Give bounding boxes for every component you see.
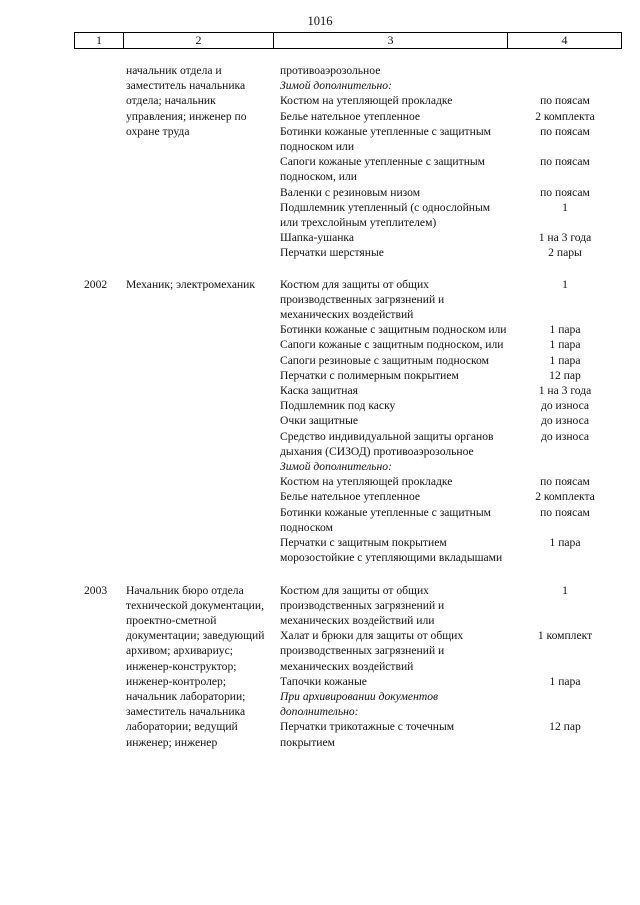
- issue-norm: 1 пара: [549, 338, 581, 352]
- equipment-name: Ботинки кожаные утепленные с защитным подноском: [280, 505, 491, 534]
- equipment-row: [280, 277, 620, 323]
- issue-norm: 1: [562, 200, 568, 214]
- page-number: 1016: [307, 14, 333, 28]
- equipment-name: Перчатки с полимерным покрытием: [280, 368, 459, 382]
- table-row-group: [0, 277, 640, 566]
- issue-norm: 1 комплект: [537, 629, 593, 643]
- issue-norm: 2 комплекта: [535, 490, 595, 504]
- section-heading-text: Зимой дополнительно:: [280, 460, 392, 474]
- equipment-row: [280, 474, 620, 489]
- equipment-row: [280, 398, 620, 413]
- equipment-name: Ботинки кожаные утепленные с защитным подноском или: [280, 124, 491, 154]
- equipment-row: [280, 154, 620, 184]
- issue-norm: 1 на 3 года: [538, 231, 592, 245]
- equipment-section-heading: [280, 78, 620, 93]
- issue-norm: по поясам: [540, 155, 590, 169]
- issue-norm: до износа: [540, 399, 590, 413]
- issue-norm: 12 пар: [549, 720, 581, 734]
- issue-norm: [510, 78, 620, 93]
- issue-norm: [510, 63, 620, 78]
- equipment-row: [280, 505, 620, 535]
- equipment-name: Белье нательное утепленное: [280, 109, 421, 123]
- column-number-3: 3: [274, 33, 508, 48]
- issue-norm: до износа: [540, 429, 590, 443]
- issue-norm: 2 комплекта: [535, 109, 595, 123]
- equipment-name: Халат и брюки для защиты от общих производственных загрязнений и механических воздействий: [280, 629, 464, 673]
- issue-norm: 1 пара: [549, 674, 581, 688]
- equipment-row: [280, 230, 620, 245]
- equipment-name: Подшлемник утепленный (с однослойным или трехслойным утеплителем): [280, 200, 491, 230]
- equipment-section-heading: [280, 689, 620, 719]
- equipment-row: [280, 200, 620, 230]
- equipment-name: Сапоги кожаные с защитным подноском, или: [280, 338, 504, 352]
- section-heading-text: Зимой дополнительно:: [280, 79, 392, 93]
- equipment-row: [280, 628, 620, 674]
- issue-norm: 1 пара: [549, 353, 581, 367]
- table-column-header: [74, 32, 622, 49]
- equipment-row: [280, 322, 620, 337]
- equipment-name: Белье нательное утепленное: [280, 490, 421, 504]
- issue-norm: по поясам: [540, 505, 590, 519]
- column-number-1: 1: [75, 33, 124, 48]
- equipment-name: Костюм на утепляющей прокладке: [280, 94, 453, 108]
- equipment-name: Перчатки шерстяные: [280, 246, 384, 260]
- equipment-list: [280, 583, 620, 750]
- equipment-name: Подшлемник под каску: [280, 399, 396, 413]
- equipment-name: Валенки с резиновым низом: [280, 185, 421, 199]
- equipment-row: [280, 429, 620, 459]
- equipment-row: [280, 337, 620, 352]
- table-row-group: [0, 583, 640, 750]
- table-row-group: [0, 63, 640, 261]
- issue-norm: 1 пара: [549, 536, 581, 550]
- equipment-row: [280, 535, 620, 565]
- equipment-row: [280, 674, 620, 689]
- equipment-name: Шапка-ушанка: [280, 231, 355, 245]
- equipment-row: [280, 93, 620, 108]
- equipment-name: Костюм для защиты от общих производственных загрязнений и механических воздействий или: [280, 583, 445, 627]
- equipment-row: [280, 124, 620, 154]
- issue-norm: по поясам: [540, 94, 590, 108]
- issue-norm: по поясам: [540, 185, 590, 199]
- equipment-row: [280, 245, 620, 260]
- occupation-code: 2003: [84, 583, 108, 597]
- equipment-row: [280, 353, 620, 368]
- issue-norm: 1: [562, 583, 568, 597]
- issue-norm: [510, 689, 620, 719]
- occupation-code: 2002: [84, 277, 108, 291]
- issue-norm: по поясам: [540, 475, 590, 489]
- equipment-name: Сапоги кожаные утепленные с защитным подноском, или: [280, 155, 486, 184]
- issue-norm: 12 пар: [549, 368, 581, 382]
- issue-norm: до износа: [540, 414, 590, 428]
- equipment-name: Перчатки трикотажные с точечным покрытием: [280, 720, 455, 749]
- equipment-row: [280, 109, 620, 124]
- section-heading-text: При архивировании документов дополнительно:: [280, 689, 439, 719]
- equipment-row: [280, 368, 620, 383]
- issue-norm: [510, 459, 620, 474]
- equipment-list: [280, 277, 620, 566]
- equipment-row: [280, 719, 620, 749]
- issue-norm: 1 на 3 года: [538, 384, 592, 398]
- issue-norm: 1: [562, 277, 568, 291]
- equipment-section-heading: [280, 459, 620, 474]
- equipment-name: Костюм для защиты от общих производственных загрязнений и механических воздействий: [280, 277, 445, 322]
- equipment-name: Каска защитная: [280, 384, 358, 398]
- equipment-name: Средство индивидуальной защиты органов дыхания (СИЗОД) противоаэрозольное: [280, 429, 494, 458]
- equipment-name: Сапоги резиновые с защитным подноском: [280, 353, 489, 367]
- equipment-name: противоаэрозольное: [280, 64, 381, 77]
- equipment-row: [280, 383, 620, 398]
- issue-norm: по поясам: [540, 124, 590, 138]
- occupation-title: начальник отдела и заместитель начальника отдела; начальник управления; инженер по охране труда: [126, 64, 247, 138]
- column-number-2: 2: [124, 33, 274, 48]
- equipment-name: Перчатки с защитным покрытием морозостойкие с утепляющими вкладышами: [280, 536, 503, 565]
- norms-table-body: [0, 63, 640, 750]
- equipment-name: Костюм на утепляющей прокладке: [280, 475, 453, 489]
- equipment-list: [280, 63, 620, 261]
- equipment-name: Тапочки кожаные: [280, 674, 367, 688]
- equipment-name: Очки защитные: [280, 414, 359, 428]
- issue-norm: 1 пара: [549, 323, 581, 337]
- equipment-row: [280, 489, 620, 504]
- equipment-row: [280, 583, 620, 629]
- equipment-row: [280, 413, 620, 428]
- equipment-row: [280, 185, 620, 200]
- occupation-title: Начальник бюро отдела технической документации, проектно-сметной документации; заведующий архивом; архивариус; инженер-конструктор; инженер-контролер; начальник лаборатории; заместитель начальника лаборатории; ведущий инженер; инженер: [126, 583, 265, 749]
- occupation-title: Механик; электромеханик: [126, 277, 256, 291]
- issue-norm: 2 пары: [548, 246, 582, 260]
- equipment-name: Ботинки кожаные с защитным подноском или: [280, 323, 507, 337]
- column-number-4: 4: [561, 33, 568, 47]
- equipment-row: [280, 63, 620, 78]
